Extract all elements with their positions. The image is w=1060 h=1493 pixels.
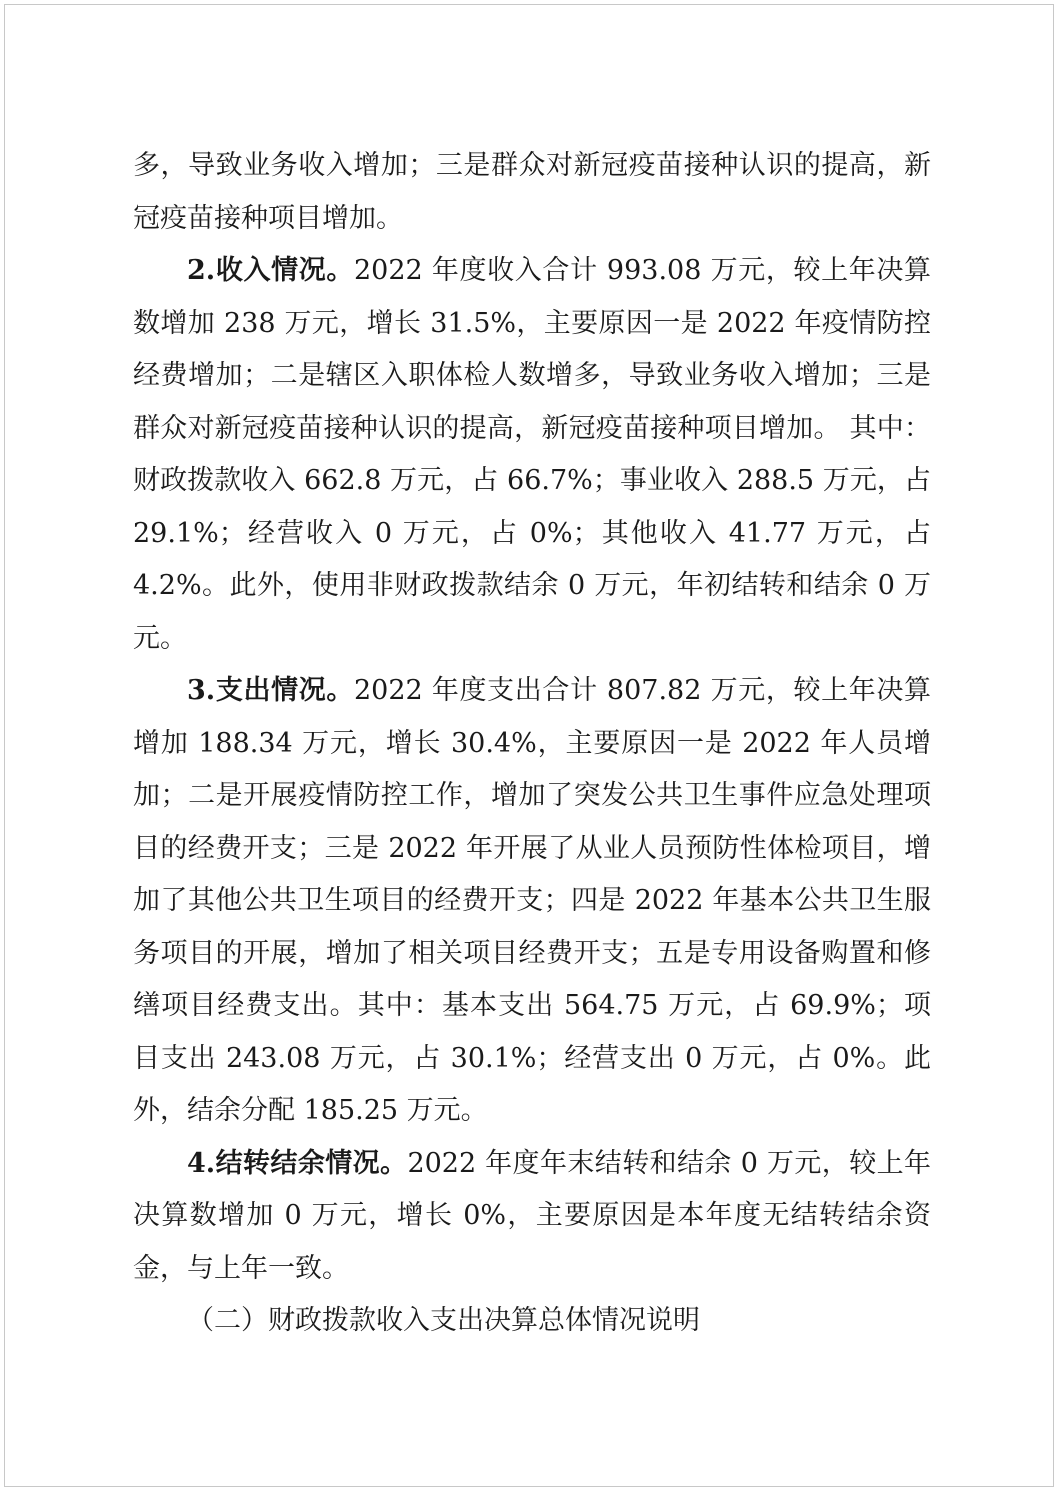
paragraph-expenditure [133,665,931,1138]
paragraph-carryover [133,1138,931,1296]
section-title-text: （二）财政拨款收入支出决算总体情况说明 [187,1305,700,1336]
expenditure-heading: 3.支出情况。 [187,675,354,706]
paragraph-continuation-text: 多，导致业务收入增加；三是群众对新冠疫苗接种认识的提高，新冠疫苗接种项目增加。 [133,150,931,234]
section-title [133,1295,931,1348]
carryover-heading: 4.结转结余情况。 [187,1147,408,1179]
paragraph-continuation [133,140,931,245]
carryover-body: 2022 年度年末结转和结余 0 万元，较上年决算数增加 0 万元，增长 0%，主要原因是本年度无结转结余资金，与上年一致。 [133,1147,932,1284]
income-body: 2022 年度收入合计 993.08 万元，较上年决算数增加 238 万元，增长 31.5%，主要原因一是 2022 年疫情防控经费增加；二是辖区入职体检人数增多，导致业务收入增加；三是群众对新冠疫苗接种认识的提高，新冠疫苗接种项目增加。 其中：财政拨款收入 662.8 万元，占 66.7%；事业收入 288.5 万元，占 29.1%；经营收入 0 万元，占 0%；其他收入 41.77 万元，占 4.2%。此外，使用非财政拨款结余 0 万元，年初结转和结余 0 万元。 [133,255,932,654]
document-body [133,140,931,1348]
paragraph-income [133,245,931,665]
expenditure-body: 2022 年度支出合计 807.82 万元，较上年决算增加 188.34 万元，增长 30.4%，主要原因一是 2022 年人员增加；二是开展疫情防控工作，增加了突发公共卫生事件应急处理项目的经费开支；三是 2022 年开展了从业人员预防性体检项目，增加了其他公共卫生项目的经费开支；四是 2022 年基本公共卫生服务项目的开展，增加了相关项目经费开支；五是专用设备购置和修缮项目经费支出。其中：基本支出 564.75 万元，占 69.9%；项目支出 243.08 万元，占 30.1%；经营支出 0 万元，占 0%。此外，结余分配 185.25 万元。 [133,675,932,1126]
income-heading: 2.收入情况。 [187,255,354,286]
